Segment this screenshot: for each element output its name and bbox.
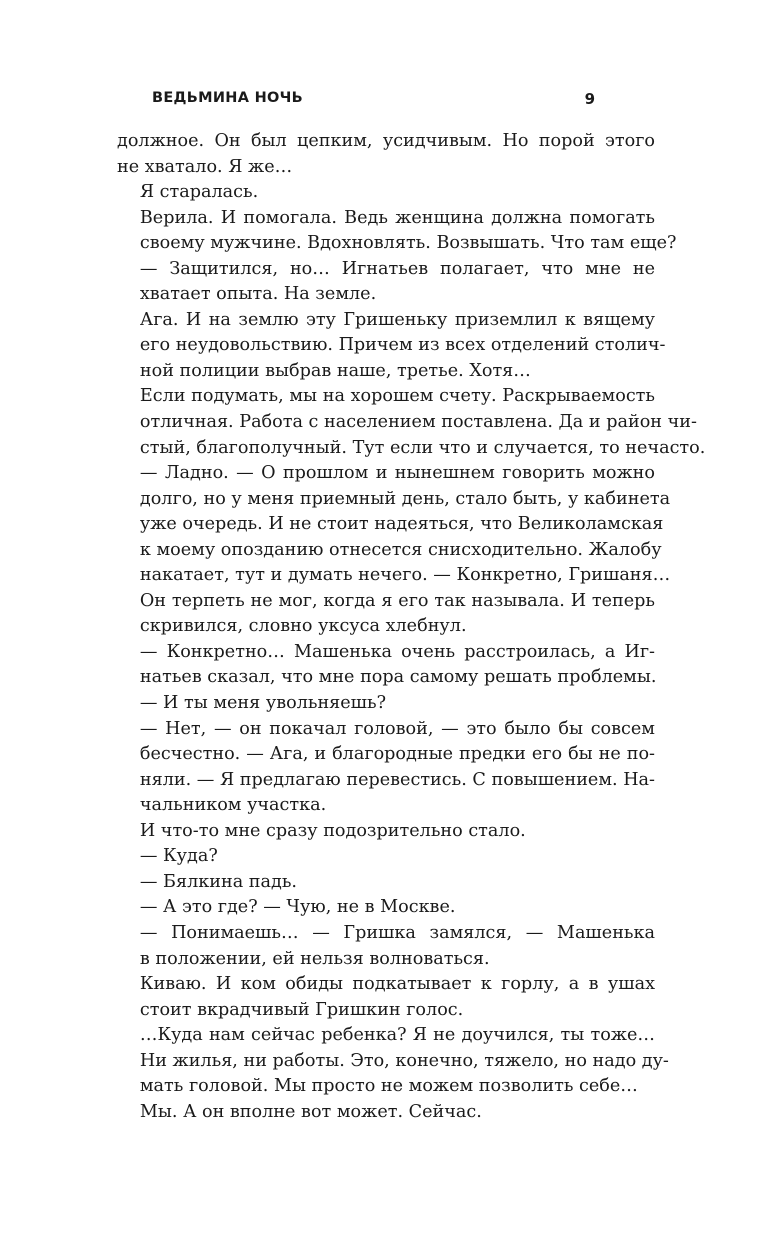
text-line: скривился, словно уксуса хлебнул.	[139, 616, 467, 637]
text-line: натьев сказал, что мне пора самому решать проблемы.	[139, 667, 657, 688]
text-line: — Нет, — он покачал головой, — это было бы совсем	[139, 718, 655, 739]
text-line: — И ты меня увольняешь?	[139, 693, 387, 714]
paragraph	[117, 870, 655, 896]
text-line: — Ладно. — О прошлом и нынешнем говорить можно	[139, 463, 655, 484]
paragraph	[117, 717, 655, 819]
paragraph	[117, 384, 706, 461]
text-line: И что-то мне сразу подозрительно стало.	[139, 820, 526, 841]
text-line: — Конкретно… Машенька очень расстроилась, а Иг-	[139, 641, 655, 662]
paragraph	[117, 691, 655, 717]
text-line: уже очередь. И не стоит надеяться, что Великоламская	[139, 514, 664, 535]
text-line: должное. Он был цепким, усидчивым. Но порой этого	[117, 131, 655, 151]
text-line: — Бялкина падь.	[139, 871, 298, 892]
text-line: …Куда нам сейчас ребенка? Я не доучился, ты тоже…	[139, 1025, 655, 1046]
page-number: 9	[584, 90, 595, 108]
text-line: ной полиции выбрав наше, третье. Хотя…	[139, 360, 531, 381]
text-line: Ни жилья, ни работы. Это, конечно, тяжело, но надо ду-	[139, 1050, 669, 1071]
running-header	[152, 90, 595, 116]
text-line: хватает опыта. На земле.	[139, 284, 377, 305]
text-line: Ага. И на землю эту Гришеньку приземлил к вящему	[139, 309, 655, 330]
text-line: не хватало. Я же…	[117, 156, 293, 177]
paragraph	[117, 206, 677, 257]
paragraph	[117, 844, 655, 870]
text-line: своему мужчине. Вдохновлять. Возвышать. Что там еще?	[139, 233, 677, 254]
text-line: Он терпеть не мог, когда я его так называла. И теперь	[139, 590, 655, 611]
text-line: — Понимаешь… — Гришка замялся, — Машенька	[139, 922, 655, 943]
paragraph	[117, 180, 655, 206]
paragraph	[117, 921, 655, 972]
paragraph	[117, 308, 666, 385]
text-line: к моему опозданию отнесется снисходительно. Жалобу	[139, 539, 662, 560]
paragraph	[117, 1023, 669, 1100]
text-line: отличная. Работа с населением поставлена. Да и район чи-	[139, 412, 697, 433]
text-line: Мы. А он вполне вот может. Сейчас.	[139, 1101, 482, 1122]
paragraph	[117, 129, 655, 180]
text-line: стый, благополучный. Тут если что и случается, то нечасто.	[139, 437, 706, 458]
text-line: — Куда?	[139, 846, 218, 867]
text-line: Киваю. И ком обиды подкатывает к горлу, а в ушах	[139, 974, 655, 995]
paragraph	[117, 640, 655, 691]
text-line: накатает, тут и думать нечего. — Конкретно, Гришаня…	[139, 565, 671, 586]
text-line: — А это где? — Чую, не в Москве.	[139, 897, 456, 918]
book-title: ВЕДЬМИНА НОЧЬ	[152, 90, 304, 106]
text-line: долго, но у меня приемный день, стало быть, у кабинета	[139, 488, 671, 509]
text-line: мать головой. Мы просто не можем позволить себе…	[139, 1076, 638, 1097]
text-line: Верила. И помогала. Ведь женщина должна помогать	[139, 207, 655, 228]
text-line: его неудовольствию. Причем из всех отделений столич-	[139, 335, 666, 356]
paragraph	[117, 589, 655, 640]
paragraph	[117, 972, 655, 1023]
text-line: Если подумать, мы на хорошем счету. Раскрываемость	[139, 386, 655, 407]
text-line: бесчестно. — Ага, и благородные предки его бы не по-	[139, 744, 655, 765]
paragraph	[117, 1100, 655, 1126]
text-line: чальником участка.	[139, 795, 327, 816]
paragraph	[117, 895, 655, 921]
paragraph	[117, 257, 655, 308]
body-text	[117, 129, 706, 1125]
text-line: стоит вкрадчивый Гришкин голос.	[139, 999, 464, 1020]
text-line: в положении, ей нельзя волноваться.	[139, 948, 490, 969]
paragraph	[117, 819, 655, 845]
text-line: няли. — Я предлагаю перевестись. С повышением. На-	[139, 769, 655, 790]
paragraph	[117, 461, 671, 589]
text-line: Я старалась.	[139, 182, 259, 203]
text-line: — Защитился, но… Игнатьев полагает, что мне не	[139, 258, 655, 279]
